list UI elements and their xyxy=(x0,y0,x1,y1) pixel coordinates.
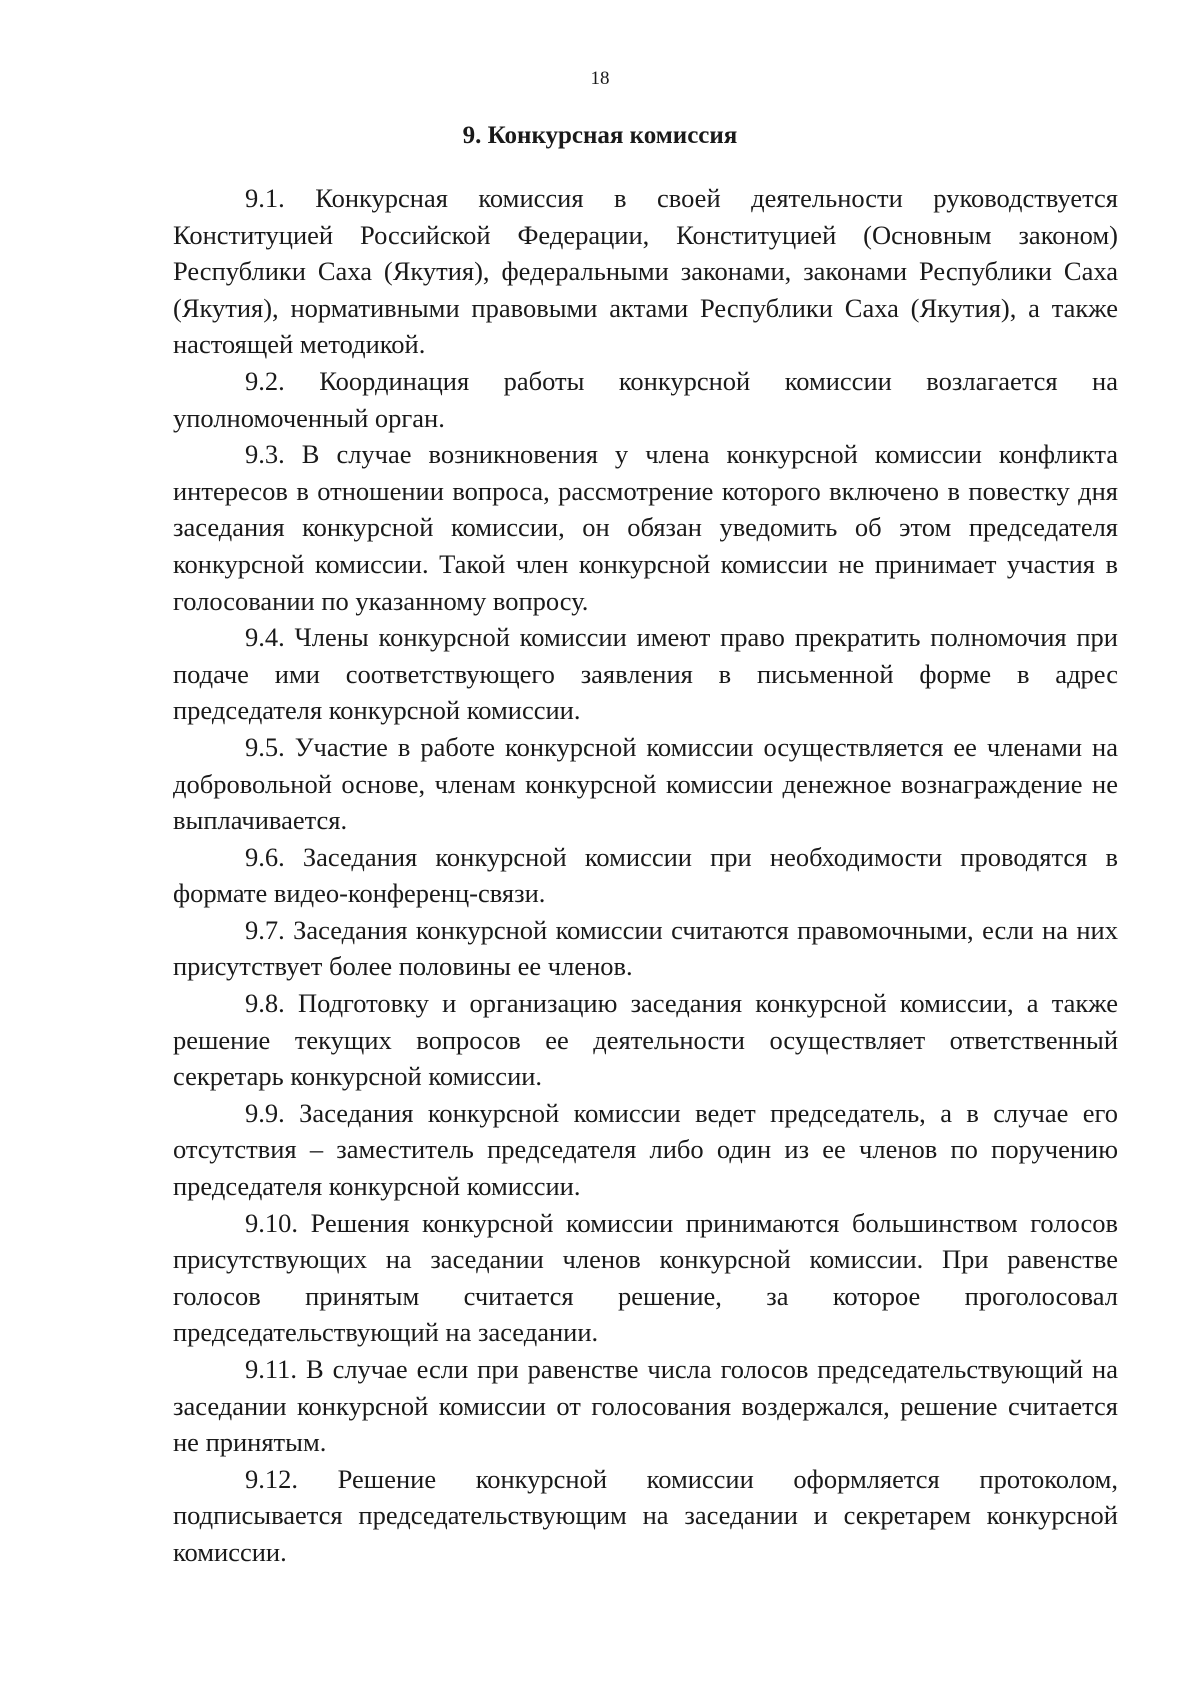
paragraph-9-3: 9.3. В случае возникновения у члена конкурсной комиссии конфликта интересов в отношении вопроса, рассмотрение которого включено в повестку дня заседания конкурсной комиссии, он обязан уведомить об этом председателя конкурсной комиссии. Такой член конкурсной комиссии не принимает участия в голосовании по указанному вопросу. xyxy=(173,439,1118,616)
paragraph-9-11: 9.11. В случае если при равенстве числа голосов председательствующий на заседании конкурсной комиссии от голосования воздержался, решение считается не принятым. xyxy=(173,1354,1118,1458)
paragraph-9-9: 9.9. Заседания конкурсной комиссии ведет председатель, а в случае его отсутствия – заместитель председателя либо один из ее членов по поручению председателя конкурсной комиссии. xyxy=(173,1097,1118,1202)
paragraph-9-12: 9.12. Решение конкурсной комиссии оформляется протоколом, подписывается председательствующим на заседании и секретарем конкурсной комиссии. xyxy=(173,1463,1118,1567)
paragraph-9-6: 9.6. Заседания конкурсной комиссии при необходимости проводятся в формате видео-конференц-связи. xyxy=(173,841,1118,909)
paragraph-9-7: 9.7. Заседания конкурсной комиссии считаются правомочными, если на них присутствует более половины ее членов. xyxy=(173,914,1118,982)
paragraph-9-8: 9.8. Подготовку и организацию заседания конкурсной комиссии, а также решение текущих вопросов ее деятельности осуществляет ответственный секретарь конкурсной комиссии. xyxy=(173,988,1118,1092)
page-number: 18 xyxy=(590,68,610,89)
paragraph-9-4: 9.4. Члены конкурсной комиссии имеют право прекратить полномочия при подаче ими соответствующего заявления в письменной форме в адрес председателя конкурсной комиссии. xyxy=(173,622,1118,726)
document-body xyxy=(173,180,1118,1571)
section-title: 9. Конкурсная комиссия xyxy=(462,122,738,149)
paragraph-9-10: 9.10. Решения конкурсной комиссии принимаются большинством голосов присутствующих на заседании членов конкурсной комиссии. При равенстве голосов принятым считается решение, за которое проголосовал председательствующий на заседании. xyxy=(173,1207,1118,1348)
paragraph-9-1: 9.1. Конкурсная комиссия в своей деятельности руководствуется Конституцией Российской Федерации, Конституцией (Основным законом) Республики Саха (Якутия), федеральными законами, законами Республики Саха (Якутия), нормативными правовыми актами Республики Саха (Якутия), а также настоящей методикой. xyxy=(173,183,1118,360)
paragraph-9-2: 9.2. Координация работы конкурсной комиссии возлагается на уполномоченный орган. xyxy=(173,365,1118,433)
paragraph-9-5: 9.5. Участие в работе конкурсной комиссии осуществляется ее членами на добровольной основе, членам конкурсной комиссии денежное вознаграждение не выплачивается. xyxy=(173,731,1118,836)
